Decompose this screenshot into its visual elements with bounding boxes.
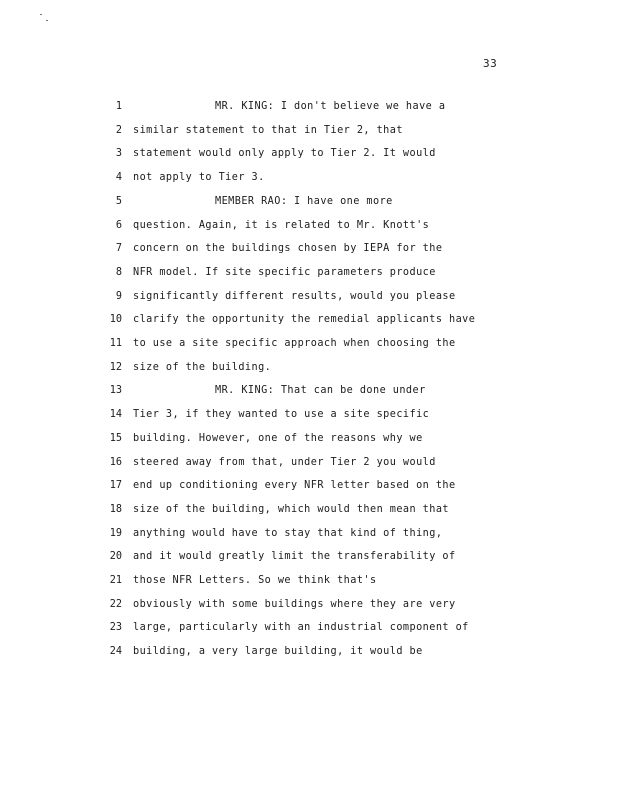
transcript-line — [0, 289, 619, 305]
line-number: 22 — [109, 598, 122, 610]
line-text: MR. KING: That can be done under — [215, 385, 426, 397]
page-number: 33 — [483, 57, 498, 70]
line-text: significantly different results, would you please — [133, 290, 456, 302]
line-number: 5 — [115, 195, 122, 207]
line-number: 13 — [109, 385, 122, 397]
transcript-line — [0, 573, 619, 589]
line-number: 8 — [115, 266, 122, 278]
line-text: MR. KING: I don't believe we have a — [215, 101, 446, 112]
line-text: large, particularly with an industrial component of — [133, 622, 469, 634]
line-text: size of the building, which would then mean that — [133, 503, 450, 515]
line-text: Tier 3, if they wanted to use a site specific — [133, 409, 430, 421]
line-text: building. However, one of the reasons why we — [133, 432, 423, 444]
line-text: and it would greatly limit the transferability of — [133, 551, 456, 563]
line-number: 20 — [109, 551, 122, 563]
line-text: size of the building. — [133, 361, 272, 373]
line-number: 11 — [109, 338, 122, 349]
line-text: concern on the buildings chosen by IEPA for the — [133, 243, 443, 255]
line-number: 18 — [109, 503, 122, 515]
transcript-line — [0, 312, 619, 328]
line-number: 1 — [115, 101, 122, 112]
transcript-line — [0, 502, 619, 518]
line-text: similar statement to that in Tier 2, that — [133, 124, 403, 136]
transcript-line — [0, 549, 619, 565]
line-text: obviously with some buildings where they are very — [133, 598, 456, 610]
line-number: 12 — [109, 361, 122, 373]
scan-speck — [46, 20, 48, 21]
transcript-line — [0, 123, 619, 139]
transcript-line — [0, 146, 619, 162]
transcript-line — [0, 265, 619, 281]
line-number: 19 — [109, 527, 122, 539]
line-number: 17 — [109, 480, 122, 492]
line-number: 4 — [115, 172, 122, 184]
transcript-line — [0, 455, 619, 471]
line-text: those NFR Letters. So we think that's — [133, 575, 377, 586]
line-text: end up conditioning every NFR letter based on the — [133, 480, 456, 492]
transcript-line — [0, 620, 619, 636]
line-text: not apply to Tier 3. — [133, 172, 265, 184]
line-text: steered away from that, under Tier 2 you would — [133, 456, 436, 468]
transcript-line — [0, 360, 619, 376]
transcript-line — [0, 644, 619, 660]
transcript-line — [0, 336, 619, 352]
line-text: NFR model. If site specific parameters produce — [133, 266, 436, 278]
transcript-line — [0, 218, 619, 234]
transcript-line — [0, 478, 619, 494]
line-number: 24 — [109, 646, 122, 658]
line-number: 6 — [115, 219, 122, 231]
line-number: 10 — [109, 314, 122, 326]
line-number: 2 — [115, 124, 122, 136]
line-number: 9 — [115, 290, 122, 302]
line-number: 16 — [109, 456, 122, 468]
line-text: question. Again, it is related to Mr. Knott's — [133, 219, 430, 231]
line-text: anything would have to stay that kind of thing, — [133, 527, 443, 539]
transcript-line — [0, 597, 619, 613]
line-text: to use a site specific approach when choosing the — [133, 338, 456, 349]
transcript-line — [0, 431, 619, 447]
line-number: 21 — [109, 575, 122, 586]
line-text: clarify the opportunity the remedial applicants have — [133, 314, 476, 326]
line-text: MEMBER RAO: I have one more — [215, 195, 393, 207]
transcript-line — [0, 194, 619, 210]
line-text: building, a very large building, it would be — [133, 646, 423, 658]
line-number: 23 — [109, 622, 122, 634]
transcript-line — [0, 99, 619, 115]
transcript-line — [0, 383, 619, 399]
line-number: 7 — [115, 243, 122, 255]
transcript-line — [0, 170, 619, 186]
line-number: 3 — [115, 148, 122, 160]
transcript-line — [0, 241, 619, 257]
line-number: 14 — [109, 409, 122, 421]
line-number: 15 — [109, 432, 122, 444]
transcript-line — [0, 407, 619, 423]
transcript-line — [0, 526, 619, 542]
scan-speck — [40, 14, 42, 15]
line-text: statement would only apply to Tier 2. It would — [133, 148, 436, 160]
